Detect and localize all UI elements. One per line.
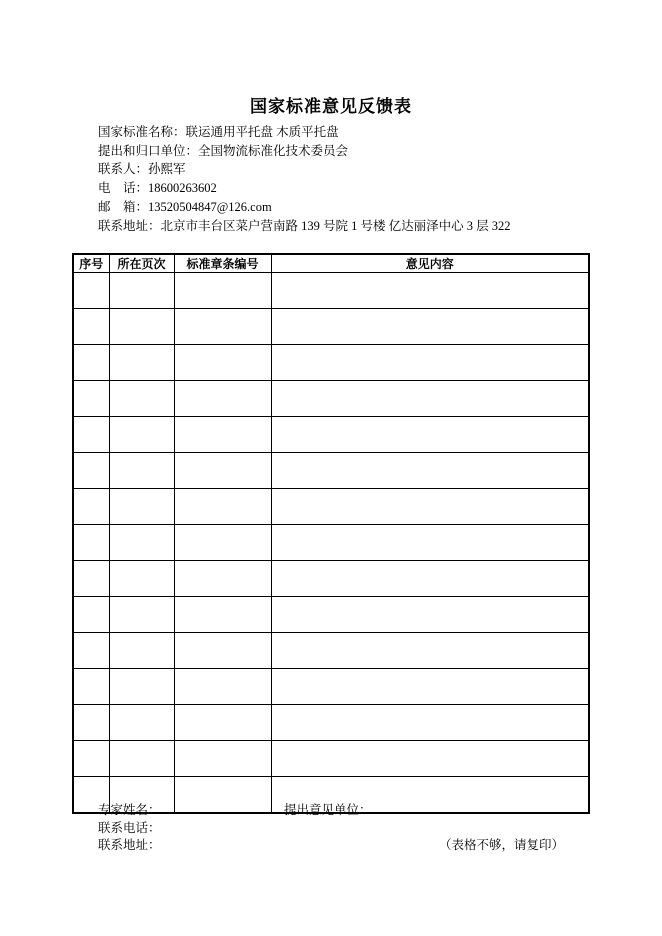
- info-label: 提出和归口单位：: [98, 143, 199, 158]
- info-label: 电 话：: [98, 181, 149, 196]
- table-cell: [109, 669, 174, 705]
- table-row: [73, 705, 589, 741]
- table-cell: [73, 705, 109, 741]
- info-label: 邮 箱：: [98, 199, 149, 214]
- table-cell: [271, 669, 589, 705]
- table-row: [73, 669, 589, 705]
- table-cell: [109, 705, 174, 741]
- info-line-email: [98, 198, 568, 217]
- table-cell: [174, 345, 271, 381]
- table-row: [73, 453, 589, 489]
- table-cell: [271, 741, 589, 777]
- footer-block: [98, 802, 564, 855]
- table-row: [73, 633, 589, 669]
- feedback-table-body: [73, 273, 589, 814]
- table-cell: [109, 453, 174, 489]
- column-header-clause-number: 标准章条编号: [174, 254, 271, 273]
- info-value: 北京市丰台区菜户营南路 139 号院 1 号楼 亿达丽泽中心 3 层 322: [160, 218, 511, 233]
- info-line-address: [98, 217, 568, 236]
- table-row: [73, 273, 589, 309]
- info-value: 18600263602: [148, 181, 217, 196]
- table-cell: [271, 525, 589, 561]
- table-cell: [73, 489, 109, 525]
- contact-address-label: 联系地址：: [98, 838, 161, 852]
- table-cell: [73, 741, 109, 777]
- table-row: [73, 597, 589, 633]
- table-cell: [73, 345, 109, 381]
- table-cell: [174, 489, 271, 525]
- table-row: [73, 741, 589, 777]
- table-row: [73, 345, 589, 381]
- table-cell: [73, 381, 109, 417]
- table-cell: [271, 489, 589, 525]
- table-cell: [174, 741, 271, 777]
- contact-phone-label: 联系电话：: [98, 820, 161, 835]
- table-cell: [73, 525, 109, 561]
- column-header-serial-number: 序号: [73, 254, 109, 273]
- table-cell: [174, 381, 271, 417]
- table-row: [73, 381, 589, 417]
- table-cell: [109, 309, 174, 345]
- copy-note: （表格不够，请复印）: [438, 838, 564, 852]
- table-cell: [271, 453, 589, 489]
- table-cell: [174, 669, 271, 705]
- table-cell: [271, 381, 589, 417]
- table-cell: [271, 633, 589, 669]
- table-cell: [174, 273, 271, 309]
- info-line-standard-name: [98, 123, 568, 142]
- table-cell: [174, 309, 271, 345]
- table-cell: [73, 669, 109, 705]
- footer-line-1: [98, 802, 564, 820]
- info-block: [98, 123, 568, 235]
- table-cell: [271, 345, 589, 381]
- proposing-unit-label: 提出意见单位：: [284, 803, 372, 817]
- table-cell: [174, 417, 271, 453]
- table-cell: [109, 561, 174, 597]
- table-row: [73, 417, 589, 453]
- table-cell: [73, 309, 109, 345]
- table-cell: [109, 381, 174, 417]
- info-value: 13520504847@126.com: [148, 199, 272, 214]
- footer-line-3: [98, 837, 564, 855]
- table-row: [73, 525, 589, 561]
- table-cell: [109, 489, 174, 525]
- table-cell: [73, 273, 109, 309]
- table-cell: [109, 525, 174, 561]
- column-header-page-number: 所在页次: [109, 254, 174, 273]
- page-title: 国家标准意见反馈表: [250, 97, 412, 116]
- table-cell: [271, 273, 589, 309]
- table-cell: [271, 417, 589, 453]
- info-label: 国家标准名称：: [98, 125, 186, 139]
- table-cell: [109, 597, 174, 633]
- table-cell: [174, 525, 271, 561]
- table-cell: [174, 705, 271, 741]
- table-cell: [109, 273, 174, 309]
- table-row: [73, 561, 589, 597]
- table-cell: [73, 633, 109, 669]
- table-cell: [271, 705, 589, 741]
- feedback-table: [72, 253, 590, 814]
- table-cell: [109, 417, 174, 453]
- table-cell: [73, 561, 109, 597]
- table-row: [73, 309, 589, 345]
- info-line-proposing-unit: [98, 142, 568, 161]
- table-cell: [73, 453, 109, 489]
- column-header-opinion-content: 意见内容: [271, 254, 589, 273]
- table-cell: [109, 741, 174, 777]
- info-line-phone: [98, 179, 568, 198]
- info-label: 联系地址：: [98, 218, 161, 233]
- table-cell: [271, 561, 589, 597]
- table-cell: [109, 633, 174, 669]
- table-cell: [109, 345, 174, 381]
- footer-line-2: [98, 820, 564, 838]
- table-cell: [174, 597, 271, 633]
- table-cell: [73, 597, 109, 633]
- table-cell: [271, 597, 589, 633]
- info-line-contact-person: [98, 160, 568, 179]
- info-label: 联系人：: [98, 162, 149, 177]
- info-value: 全国物流标准化技术委员会: [198, 143, 349, 158]
- table-cell: [271, 309, 589, 345]
- table-cell: [174, 561, 271, 597]
- info-value: 联运通用平托盘 木质平托盘: [185, 125, 339, 139]
- table-cell: [174, 633, 271, 669]
- table-cell: [174, 453, 271, 489]
- info-value: 孙熙军: [148, 162, 186, 177]
- table-row: [73, 489, 589, 525]
- table-cell: [73, 417, 109, 453]
- table-header-row: [73, 254, 589, 273]
- expert-name-label: 专家姓名：: [98, 803, 161, 817]
